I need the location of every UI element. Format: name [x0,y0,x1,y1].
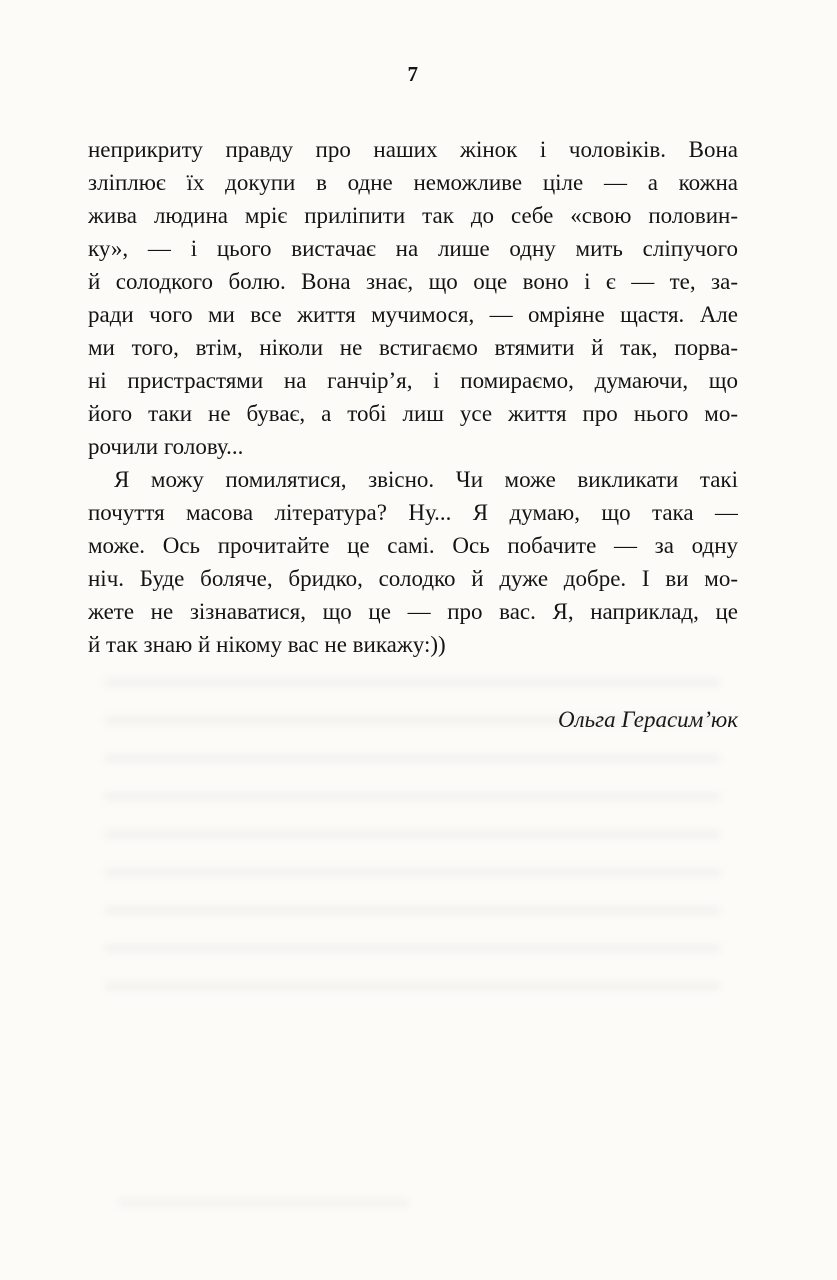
paragraph-2 [88,463,738,661]
text-line: ніч. Буде боляче, бридко, солодко й дуже добре. І ви мо- [88,566,738,591]
paragraph-1 [88,133,738,463]
text-line: й так знаю й нікому вас не викажу:)) [88,632,446,657]
text-line: неприкриту правду про наших жінок і чоловіків. Вона [88,137,738,162]
page-number: 7 [407,62,419,86]
text-line: зліплює їх докупи в одне неможливе ціле — а кожна [88,170,738,195]
text-line: жете не зізнаватися, що це — про вас. Я, наприклад, це [88,599,738,624]
author-signature: Ольга Герасим’юк [558,707,738,732]
text-line: його таки не буває, а тобі лиш усе життя про нього мо- [88,401,738,426]
text-line: ради чого ми все життя мучимося, — омріяне щастя. Але [88,302,738,327]
text-line: ку», — і цього вистачає на лише одну мить сліпучого [88,236,738,261]
text-line: й солодкого болю. Вона знає, що оце воно і є — те, за- [88,269,738,294]
text-block [88,133,738,736]
text-line: Я можу помилятися, звісно. Чи може викликати такі [114,467,738,492]
text-line: жива людина мріє приліпити так до себе «свою половин- [88,203,738,228]
text-line: ми того, втім, ніколи не встигаємо втямити й так, порва- [88,335,738,360]
text-line: ні пристрастями на ганчір’я, і помираємо, думаючи, що [88,368,738,393]
text-line: рочили голову... [88,434,244,459]
text-line: може. Ось прочитайте це самі. Ось побачите — за одну [88,533,738,558]
text-line: почуття масова література? Ну... Я думаю, що така — [88,500,738,525]
bleed-through-ghosting [118,1175,408,1225]
